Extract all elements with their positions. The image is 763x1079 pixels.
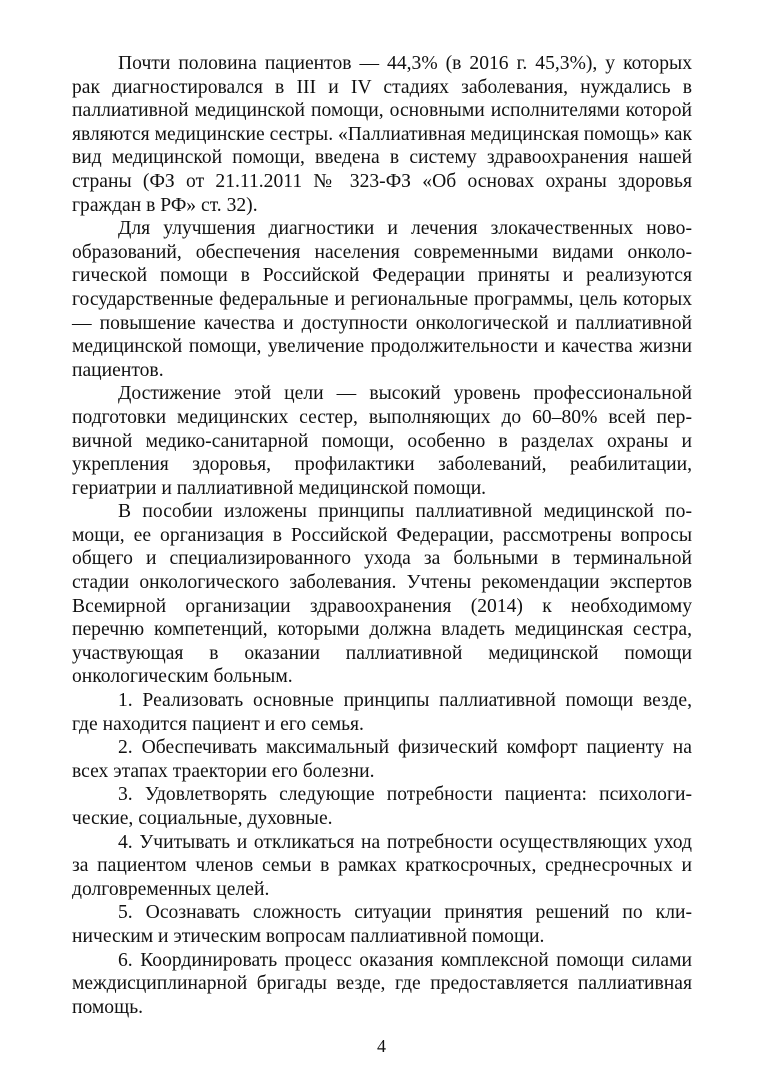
paragraph-goal-achievement: Достижение этой цели — высокий уровень профессиональной подготовки медицинских сестер, выполняющих до 60–80% всей первичной медико-санитарной помощи, особенно в разделах охраны и укрепления здоровья, профилактики заболеваний, реабилитации, гериатрии и паллиативной медицинской помощи. xyxy=(72,383,692,499)
paragraph-state-programs: Для улучшения диагностики и лечения злокачественных новообразований, обеспечения населения современными видами онкологической помощи в Российской Федерации приняты и реализуются государственные федеральные и региональные программы, цель которых — повышение качества и доступности онкологической и паллиативной медицинской помощи, увеличение продолжительности и качества жизни пациентов. xyxy=(72,218,692,381)
list-item-competence-6: 6. Координировать процесс оказания комплексной помощи силами междисциплинарной бригады везде, где предоставляется паллиативная помощь. xyxy=(72,949,692,1018)
list-item-competence-2: 2. Обеспечивать максимальный физический комфорт пациенту на всех этапах траектории его болезни. xyxy=(72,737,692,782)
list-item-competence-4: 4. Учитывать и откликаться на потребности осуществляющих уход за пациентом членов семьи в рамках краткосрочных, среднесрочных и долговременных целей. xyxy=(72,831,692,900)
paragraph-manual-contents: В пособии изложены принципы паллиативной медицинской помощи, ее организация в Российской Федерации, рассмотрены вопросы общего и специализированного ухода за больными в терминальной стадии онкологического заболевания. Учтены рекомендации экспертов Всемирной организации здравоохранения (2014) к необходимому перечню компетенций, которыми должна владеть медицинская сестра, участвующая в оказании паллиативной медицинской помощи онкологическим больным. xyxy=(72,501,692,688)
list-item-competence-3: 3. Удовлетворять следующие потребности пациента: психологические, социальные, духовные. xyxy=(72,784,692,829)
list-item-competence-1: 1. Реализовать основные принципы паллиативной помощи везде, где находится пациент и его семья. xyxy=(72,690,692,735)
list-item-competence-5: 5. Осознавать сложность ситуации принятия решений по клиническим и этическим вопросам паллиативной помощи. xyxy=(72,902,692,947)
page-number: 4 xyxy=(377,1036,386,1056)
document-body xyxy=(72,52,692,1019)
paragraph-patients-statistics: Почти половина пациентов — 44,3% (в 2016 г. 45,3%), у которых рак диагностировался в III и IV стадиях заболевания, нуждались в паллиативной медицинской помощи, основными исполнителями которой являются медицинские сестры. «Паллиативная медицинская помощь» как вид медицинской помощи, введена в систему здравоохранения нашей страны (ФЗ от 21.11.2011 № 323-ФЗ «Об основах охраны здоровья граждан в РФ» ст. 32). xyxy=(72,53,692,216)
